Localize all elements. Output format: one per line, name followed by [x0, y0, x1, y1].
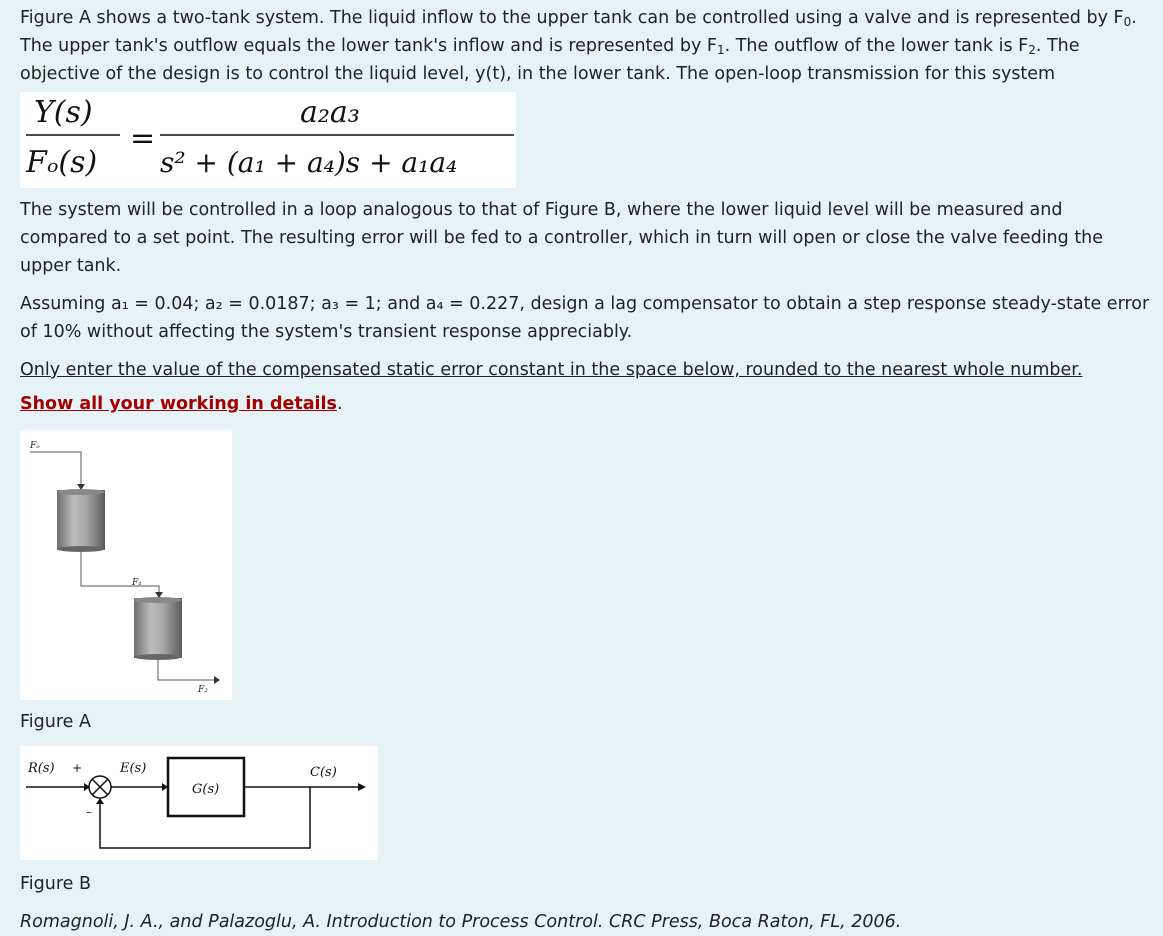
lower-tank — [134, 598, 182, 658]
lower-tank-bottom — [134, 654, 182, 660]
working-period: . — [336, 394, 343, 414]
show-working-link[interactable]: Show all your working in details — [20, 394, 337, 414]
formula-equals: = — [130, 121, 156, 156]
loop-paragraph: The system will be controlled in a loop analogous to that of Figure B, where the lower liquid level will be measured and compared to a set point. The resulting error will be fed to a controller, which in turn will open or close the valve feeding the upper tank. — [20, 200, 1104, 276]
two-tank-svg — [20, 430, 232, 700]
feedback-arrow — [96, 798, 104, 804]
outflow-arrow — [214, 676, 220, 684]
intro-text-4: . The objective of the design is to control the liquid level, y(t), in the lower tank. The open-loop transmission for this system — [20, 36, 1080, 84]
block-diagram-svg — [20, 746, 378, 860]
upper-tank — [57, 490, 105, 550]
intro-sub-1: 1 — [716, 43, 725, 57]
label-e: E(s) — [120, 761, 147, 776]
formula-lhs-numerator: Y(s) — [34, 95, 93, 130]
label-f0: Fₒ — [30, 441, 40, 451]
upper-tank-bottom — [57, 546, 105, 552]
label-minus: – — [86, 805, 92, 819]
figure-b-caption: Figure B — [20, 874, 91, 894]
formula-rhs-numerator: a₂a₃ — [300, 95, 360, 130]
outflow-pipe — [158, 660, 216, 680]
transfer-function-formula — [20, 92, 516, 188]
intro-text-1: Figure A shows a two-tank system. The liquid inflow to the upper tank can be controlled using a valve and is represented by F — [20, 8, 1124, 28]
label-f2: F₂ — [198, 685, 208, 695]
label-r: R(s) — [28, 761, 55, 776]
formula-lhs-denominator: Fₒ(s) — [26, 145, 98, 180]
label-g: G(s) — [192, 782, 220, 797]
label-c: C(s) — [310, 765, 337, 780]
intro-text-3: . The outflow of the lower tank is F — [724, 36, 1029, 56]
formula-svg — [20, 92, 516, 188]
figure-a-caption: Figure A — [20, 712, 91, 732]
label-plus: + — [72, 761, 83, 775]
intro-paragraph — [20, 4, 1155, 88]
upper-tank-top — [57, 489, 105, 495]
formula-rhs-denominator: s² + (a₁ + a₄)s + a₁a₄ — [160, 146, 458, 179]
figure-b-diagram — [20, 746, 378, 860]
question-content — [20, 4, 1155, 936]
output-arrow — [358, 783, 366, 791]
middle-pipe — [81, 552, 159, 596]
assumptions-paragraph: Assuming a₁ = 0.04; a₂ = 0.0187; a₃ = 1; and a₄ = 0.227, design a lag compensator to obtain a step response steady-state error of 10% without affecting the system's transient response appreciably. — [20, 294, 1150, 342]
label-f1: F₁ — [132, 578, 142, 588]
intro-sub-2: 2 — [1028, 43, 1036, 57]
working-paragraph — [20, 390, 1155, 418]
inflow-pipe — [30, 452, 81, 488]
citation: Romagnoli, J. A., and Palazoglu, A. Introduction to Process Control. CRC Press, Boca Raton, FL, 2006. — [20, 912, 902, 932]
intro-sub-0: 0 — [1123, 15, 1132, 29]
lower-tank-top — [134, 597, 182, 603]
intro-text-2: . The upper tank's outflow equals the lower tank's inflow and is represented by F — [20, 8, 1137, 56]
instruction-paragraph: Only enter the value of the compensated static error constant in the space below, rounded to the nearest whole number. — [20, 360, 1083, 380]
figure-a-diagram — [20, 430, 232, 700]
